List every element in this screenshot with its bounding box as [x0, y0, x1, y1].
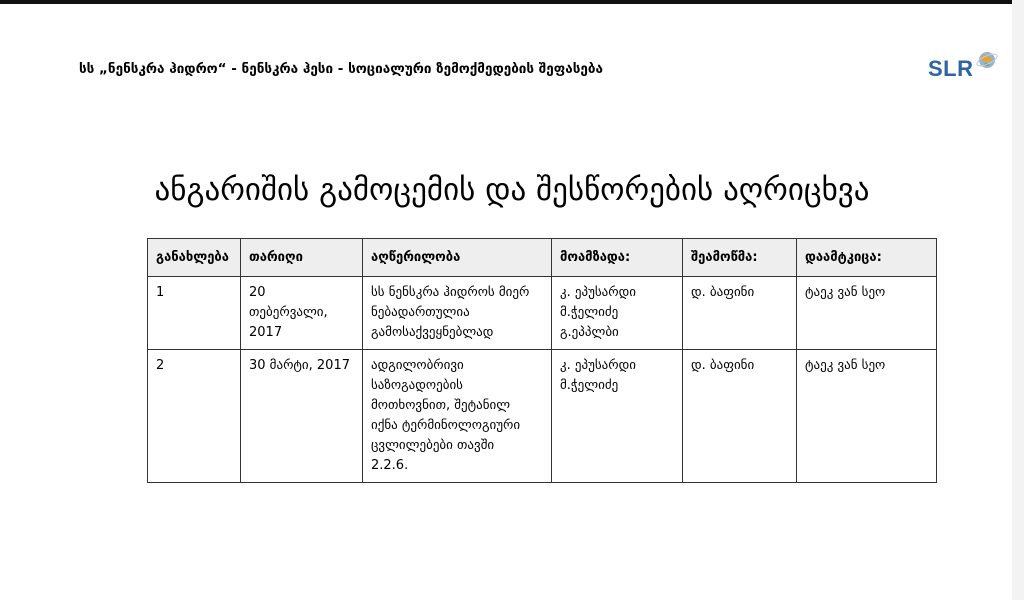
prepared-line: მ.ჭელიძე: [560, 305, 619, 320]
checked-cell: დ. ბაფინი: [683, 277, 797, 350]
table-header-row: [148, 239, 937, 277]
revision-cell: 1: [148, 277, 241, 350]
description-line: საზოგადოების: [371, 378, 463, 393]
description-cell: [363, 277, 552, 350]
logo-text: SLR: [928, 56, 974, 81]
column-header-checked: შეამოწმა:: [683, 239, 797, 277]
date-line: 2017: [249, 325, 283, 340]
top-border: [0, 0, 1024, 4]
date-cell: [241, 350, 363, 483]
revision-table: [147, 238, 937, 483]
prepared-line: კ. ეპუსარდი: [560, 358, 636, 373]
description-line: ადგილობრივი: [371, 358, 464, 373]
document-title: ანგარიშის გამოცემის და შესწორების აღრიცხვა: [154, 172, 870, 208]
page-edge: [1012, 0, 1024, 600]
approved-cell: ტაეკ ვან სეო: [797, 350, 937, 483]
description-cell: [363, 350, 552, 483]
description-line: სს ნენსკრა ჰიდროს მიერ: [371, 285, 530, 300]
description-line: ცვლილებები თავში: [371, 438, 495, 453]
slr-logo: [928, 46, 1000, 86]
column-header-approved: დაამტკიცა:: [797, 239, 937, 277]
approved-cell: ტაეკ ვან სეო: [797, 277, 937, 350]
prepared-line: მ.ჭელიძე: [560, 378, 619, 393]
description-line: გამოსაქვეყნებლად: [371, 325, 494, 340]
revision-cell: 2: [148, 350, 241, 483]
prepared-line: გ.ეპპლბი: [560, 325, 619, 340]
table-row: [148, 350, 937, 483]
description-line: მოთხოვნით, შეტანილ: [371, 398, 511, 413]
prepared-cell: [552, 350, 683, 483]
checked-cell: დ. ბაფინი: [683, 350, 797, 483]
globe-icon: [975, 48, 999, 72]
prepared-cell: [552, 277, 683, 350]
prepared-line: კ. ეპუსარდი: [560, 285, 636, 300]
description-line: 2.2.6.: [371, 458, 409, 473]
description-line: ნებადართულია: [371, 305, 470, 320]
description-line: იქნა ტერმინოლოგიური: [371, 418, 521, 433]
column-header-date: თარიღი: [241, 239, 363, 277]
table-row: [148, 277, 937, 350]
date-line: 30 მარტი, 2017: [249, 358, 350, 373]
date-line: თებერვალი,: [249, 305, 328, 320]
column-header-prepared: მოამზადა:: [552, 239, 683, 277]
date-cell: [241, 277, 363, 350]
running-header: სს „ნენსკრა ჰიდრო“ - ნენსკრა ჰესი - სოციალური ზემოქმედების შეფასება: [79, 61, 603, 77]
date-line: 20: [249, 285, 266, 300]
column-header-description: აღწერილობა: [363, 239, 552, 277]
column-header-revision: განახლება: [148, 239, 241, 277]
